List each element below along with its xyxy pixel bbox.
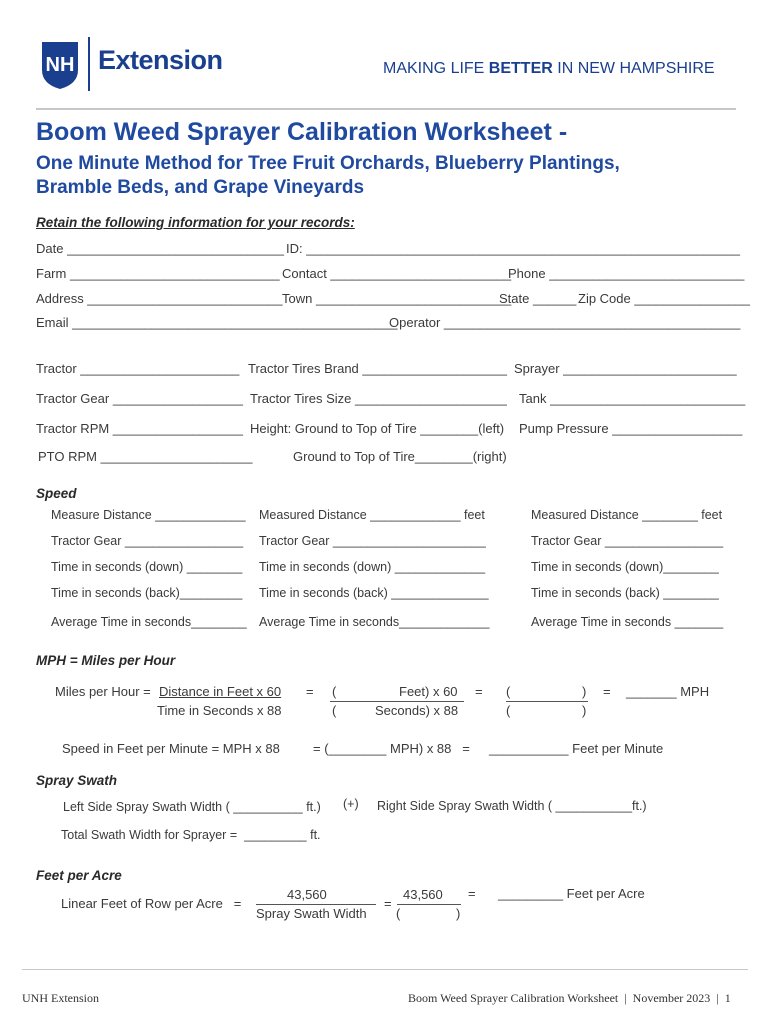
page-subtitle: One Minute Method for Tree Fruit Orchards, Blueberry Plantings, Bramble Beds, and Grape Vineyards [36,153,620,198]
tank-field[interactable]: Tank ___________________________ [519,391,746,406]
acre-num-1: 43,560 [287,887,327,902]
contact-field[interactable]: Contact _________________________ [282,266,512,281]
fpm-label: Speed in Feet per Minute = MPH x 88 [62,741,280,756]
acre-equals-2: = [468,886,476,901]
speed-col2-distance[interactable]: Measured Distance _____________ feet [259,508,485,522]
speed-col1-distance[interactable]: Measure Distance _____________ [51,508,246,522]
pump-pressure-field[interactable]: Pump Pressure __________________ [519,421,743,436]
speed-col1-back[interactable]: Time in seconds (back)_________ [51,586,243,600]
zip-field[interactable]: Zip Code ________________ [578,291,751,306]
mph-equals-2: = [475,684,483,699]
phone-field[interactable]: Phone ___________________________ [508,266,745,281]
farm-field[interactable]: Farm _____________________________ [36,266,280,281]
speed-col2-down[interactable]: Time in seconds (down) _____________ [259,560,486,574]
date-field[interactable]: Date ______________________________ [36,241,284,256]
left-swath-field[interactable]: Left Side Spray Swath Width ( __________ ft.) [63,800,321,814]
speed-col1-gear[interactable]: Tractor Gear _________________ [51,534,244,548]
mph-frac-top-close: ) [582,684,587,699]
speed-col1-down[interactable]: Time in seconds (down) ________ [51,560,243,574]
mph-paren-bot-text[interactable]: Seconds) x 88 [375,703,459,718]
swath-plus: (+) [343,797,359,811]
operator-field[interactable]: Operator _________________________________________ [389,315,741,330]
mph-frac-bot-open: ( [506,703,511,718]
acre-den-2-open: ( [396,906,401,921]
mph-paren-bot-open: ( [332,703,337,718]
total-swath-field[interactable]: Total Swath Width for Sprayer = _________ ft. [61,828,321,842]
mph-frac-top-open: ( [506,684,511,699]
state-field[interactable]: State ______ [499,291,577,306]
speed-col3-back[interactable]: Time in seconds (back) ________ [531,586,719,600]
acre-den-2-close: ) [456,906,461,921]
mph-fraction-bar-1 [330,701,464,702]
town-field[interactable]: Town ___________________________ [282,291,512,306]
mph-label: Miles per Hour = [55,684,155,699]
speed-col2-gear[interactable]: Tractor Gear ______________________ [259,534,486,548]
speed-col2-back[interactable]: Time in seconds (back) ______________ [259,586,489,600]
records-heading: Retain the following information for your records: [36,215,355,230]
speed-col3-average[interactable]: Average Time in seconds _______ [531,615,724,629]
pto-rpm-field[interactable]: PTO RPM _____________________ [38,449,253,464]
speed-col3-gear[interactable]: Tractor Gear _________________ [531,534,724,548]
acre-den-1: Spray Swath Width [256,906,367,921]
id-field[interactable]: ID: ____________________________________________________________ [286,241,741,256]
tractor-field[interactable]: Tractor ______________________ [36,361,240,376]
mph-result[interactable]: _______ MPH [626,684,710,699]
address-field[interactable]: Address ___________________________ [36,291,283,306]
speed-col3-down[interactable]: Time in seconds (down)________ [531,560,719,574]
acre-fraction-bar-2 [397,904,461,905]
swath-heading: Spray Swath [36,773,118,788]
footer-right: Boom Weed Sprayer Calibration Worksheet | November 2023 | 1 [408,991,731,1005]
page-title: Boom Weed Sprayer Calibration Worksheet - [36,118,568,146]
mph-paren-top-open: ( [332,684,337,699]
mph-equals-3: = [603,684,611,699]
logo-text: Extension [98,45,223,75]
tractor-rpm-field[interactable]: Tractor RPM __________________ [36,421,243,436]
acre-heading: Feet per Acre [36,868,122,883]
right-swath-field[interactable]: Right Side Spray Swath Width ( ___________ft.) [377,799,647,813]
footer-rule [22,969,748,970]
footer-left: UNH Extension [22,991,99,1005]
tractor-tires-size-field[interactable]: Tractor Tires Size _____________________ [250,391,507,406]
acre-equals-1: = [384,896,392,911]
speed-heading: Speed [36,486,77,501]
speed-col1-average[interactable]: Average Time in seconds________ [51,615,247,629]
mph-equals-1: = [306,684,314,699]
fpm-equation[interactable]: = (________ MPH) x 88 = [313,741,470,756]
email-field[interactable]: Email _____________________________________________ [36,315,398,330]
mph-heading: MPH = Miles per Hour [36,653,176,668]
tractor-tires-brand-field[interactable]: Tractor Tires Brand ____________________ [248,361,507,376]
logo-divider [88,37,90,91]
unh-shield-logo-icon [40,40,80,90]
mph-numerator: Distance in Feet x 60 [159,684,282,699]
mph-paren-top-text[interactable]: Feet) x 60 [399,684,458,699]
speed-col3-distance[interactable]: Measured Distance ________ feet [531,508,723,522]
sprayer-field[interactable]: Sprayer ________________________ [514,361,737,376]
tagline: MAKING LIFE BETTER IN NEW HAMPSHIRE [383,60,715,77]
mph-denominator: Time in Seconds x 88 [157,703,282,718]
acre-label: Linear Feet of Row per Acre = [61,896,242,911]
mph-fraction-bar-2 [506,701,588,702]
header-rule [36,108,736,110]
acre-fraction-bar-1 [256,904,376,905]
acre-result[interactable]: _________ Feet per Acre [498,886,645,901]
acre-num-2: 43,560 [403,887,443,902]
mph-frac-bot-close: ) [582,703,587,718]
height-right-field[interactable]: Ground to Top of Tire________(right) [293,449,507,464]
tractor-gear-field[interactable]: Tractor Gear __________________ [36,391,243,406]
speed-col2-average[interactable]: Average Time in seconds_____________ [259,615,490,629]
height-left-field[interactable]: Height: Ground to Top of Tire ________(left) [250,421,505,436]
fpm-result[interactable]: ___________ Feet per Minute [489,741,664,756]
svg-text:NH: NH [45,54,75,76]
